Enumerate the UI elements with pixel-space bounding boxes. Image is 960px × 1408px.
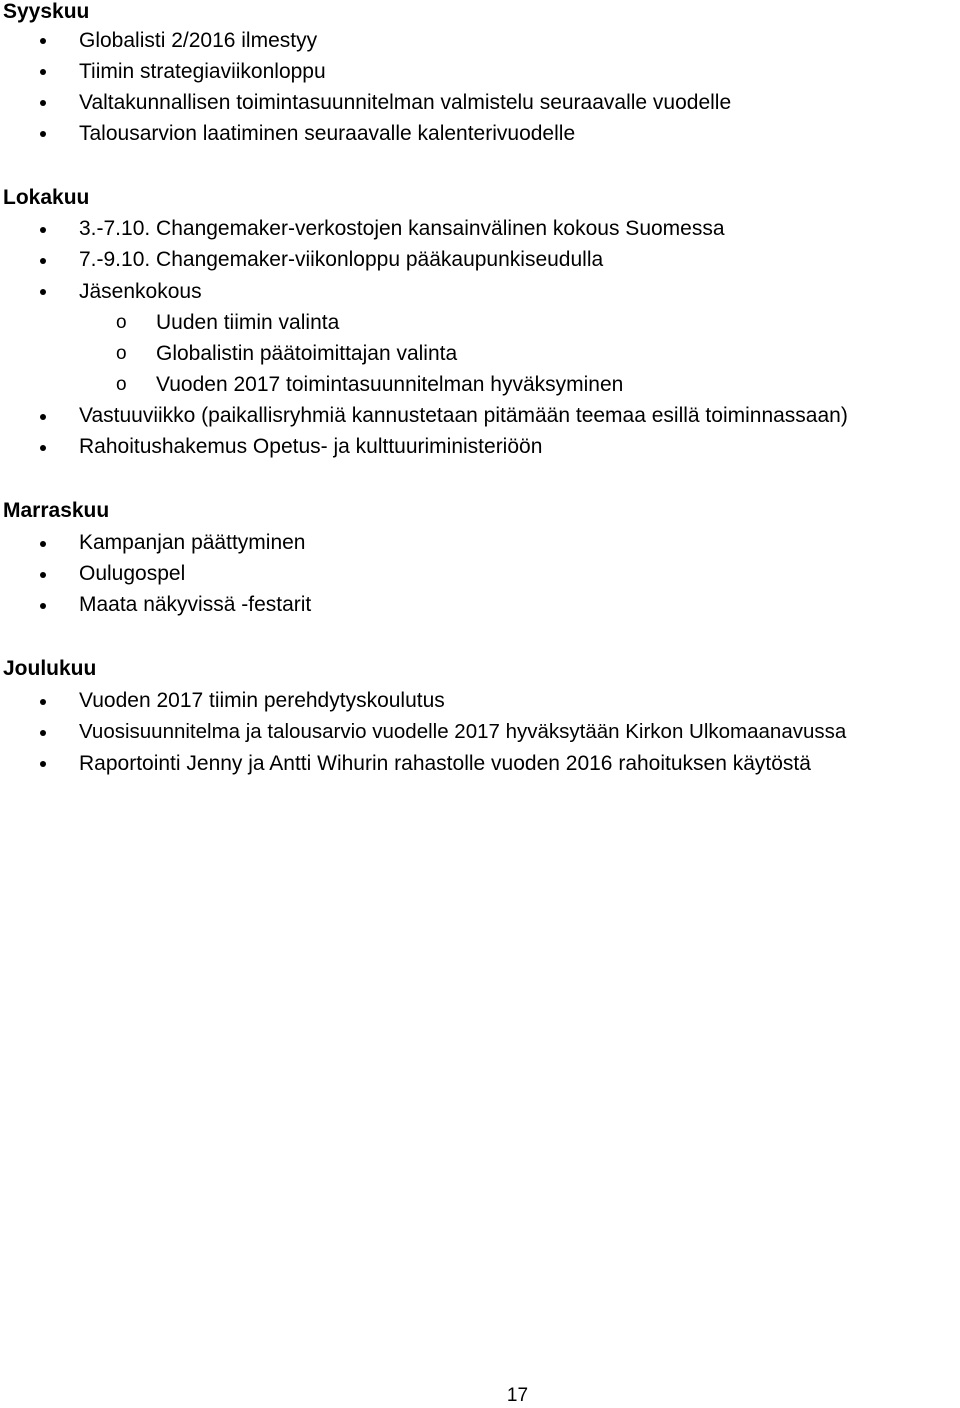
bullet-icon <box>40 414 46 420</box>
sub-list-item: Vuoden 2017 toimintasuunnitelman hyväksyminen <box>156 373 624 396</box>
sub-bullet-icon: o <box>116 312 127 333</box>
list-item: Rahoitushakemus Opetus- ja kulttuuriministeriöön <box>79 435 543 458</box>
list-item: Jäsenkokous <box>79 280 202 303</box>
list-item: Globalisti 2/2016 ilmestyy <box>79 29 318 52</box>
list-item: Talousarvion laatiminen seuraavalle kalenterivuodelle <box>79 122 576 145</box>
section-heading-syyskuu: Syyskuu <box>3 0 90 23</box>
list-item: Vastuuviikko (paikallisryhmiä kannustetaan pitämään teemaa esillä toiminnassaan) <box>79 404 848 427</box>
section-heading-marraskuu: Marraskuu <box>3 499 110 522</box>
bullet-icon <box>40 541 46 547</box>
bullet-icon <box>40 603 46 609</box>
bullet-icon <box>40 100 46 106</box>
bullet-icon <box>40 227 46 233</box>
bullet-icon <box>40 38 46 44</box>
list-item: Vuoden 2017 tiimin perehdytyskoulutus <box>79 689 445 712</box>
sub-bullet-icon: o <box>116 374 127 395</box>
section-heading-joulukuu: Joulukuu <box>3 657 97 680</box>
bullet-icon <box>40 289 46 295</box>
list-item: 3.-7.10. Changemaker-verkostojen kansainvälinen kokous Suomessa <box>79 217 725 240</box>
sub-bullet-icon: o <box>116 343 127 364</box>
list-item: Valtakunnallisen toimintasuunnitelman valmistelu seuraavalle vuodelle <box>79 91 732 114</box>
sub-list-item: Globalistin päätoimittajan valinta <box>156 342 458 365</box>
list-item: Raportointi Jenny ja Antti Wihurin rahastolle vuoden 2016 rahoituksen käytöstä <box>79 752 811 775</box>
bullet-icon <box>40 699 46 705</box>
bullet-icon <box>40 572 46 578</box>
bullet-icon <box>40 730 46 736</box>
bullet-icon <box>40 761 46 767</box>
bullet-icon <box>40 258 46 264</box>
list-item: 7.-9.10. Changemaker-viikonloppu pääkaupunkiseudulla <box>79 248 604 271</box>
bullet-icon <box>40 131 46 137</box>
sub-list-item: Uuden tiimin valinta <box>156 311 340 334</box>
bullet-icon <box>40 69 46 75</box>
list-item: Vuosisuunnitelma ja talousarvio vuodelle 2017 hyväksytään Kirkon Ulkomaanavussa <box>79 720 847 743</box>
list-item: Oulugospel <box>79 562 186 585</box>
bullet-icon <box>40 445 46 451</box>
list-item: Kampanjan päättyminen <box>79 531 306 554</box>
list-item: Maata näkyvissä -festarit <box>79 593 312 616</box>
section-heading-lokakuu: Lokakuu <box>3 186 90 209</box>
page-number: 17 <box>506 1385 529 1406</box>
list-item: Tiimin strategiaviikonloppu <box>79 60 326 83</box>
